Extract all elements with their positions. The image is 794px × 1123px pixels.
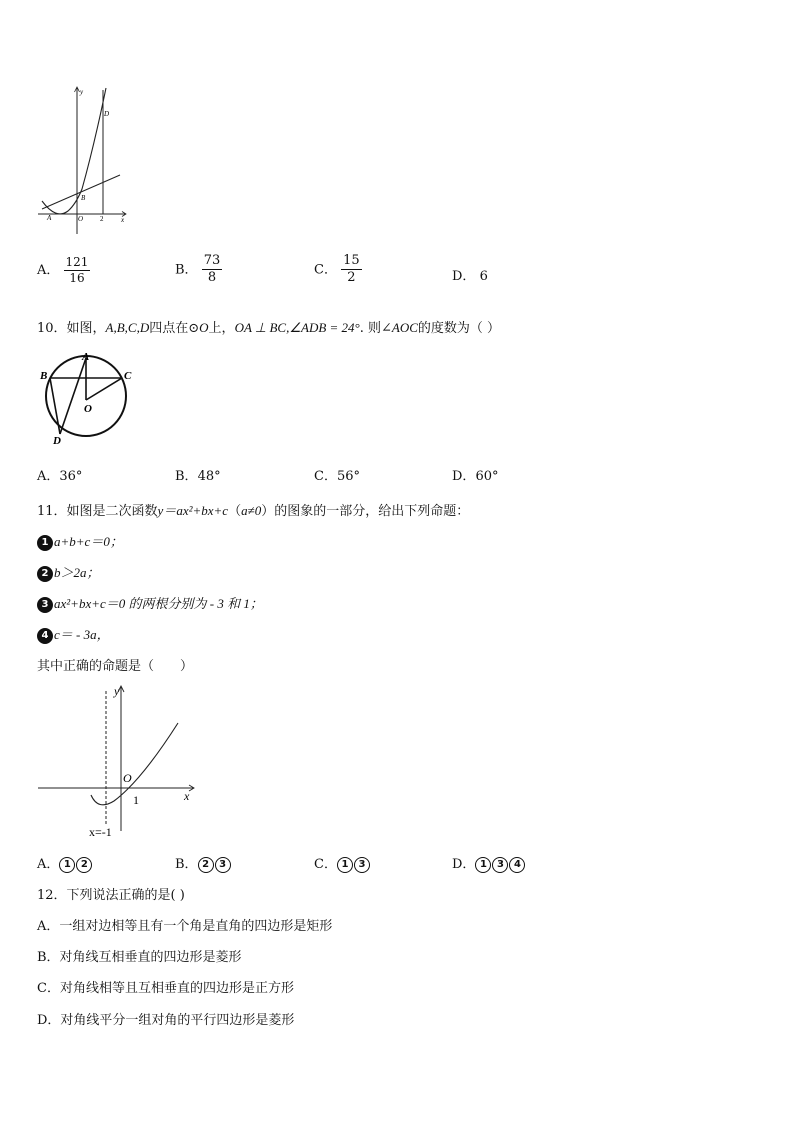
q11-label-O: O xyxy=(123,771,132,785)
q11-question: 其中正确的命题是（ ） xyxy=(37,659,194,674)
circled-number: 1 xyxy=(337,857,353,873)
q11-item-3: 3 ax²+bx+c＝0 的两根分别为 - 3 和 1； xyxy=(37,593,263,613)
q12-option-a[interactable]: A．一组对边相等且有一个角是直角的四边形是矩形 xyxy=(37,919,333,934)
q9-label-2: 2 xyxy=(100,215,104,223)
q11-stem: 11．如图是二次函数y＝ax²+bx+c（a≠0）的图象的一部分，给出下列命题： xyxy=(37,503,470,519)
q11-parabola-graph xyxy=(36,683,206,841)
q11-label-y: y xyxy=(114,684,120,698)
circled-number: 3 xyxy=(354,857,370,873)
q11-option-b[interactable]: B． 2 3 xyxy=(175,853,232,873)
circled-number: 1 xyxy=(59,857,75,873)
q9-label-B: B xyxy=(81,194,86,202)
q11-item-4: 4 c＝ - 3a， xyxy=(37,624,110,644)
q11-axis-label: x=-1 xyxy=(89,825,112,839)
q11-option-c[interactable]: C． 1 3 xyxy=(314,853,371,873)
q9-option-d[interactable] xyxy=(452,265,488,284)
q9-label-D: D xyxy=(104,110,110,118)
circled-number: 2 xyxy=(37,566,53,582)
q12-option-d[interactable]: D．对角线平分一组对角的平行四边形是菱形 xyxy=(37,1013,295,1028)
q10-label-O: O xyxy=(84,403,92,415)
q12-option-b[interactable]: B．对角线互相垂直的四边形是菱形 xyxy=(37,950,242,965)
q9-graph xyxy=(36,86,136,236)
q9-label-O: O xyxy=(78,215,84,223)
q10-option-b[interactable]: B．48° xyxy=(175,469,221,484)
q11-item-2: 2 b＞2a； xyxy=(37,562,100,582)
option-value: 6 xyxy=(479,269,488,284)
q10-option-c[interactable]: C．56° xyxy=(314,469,360,484)
circled-number: 4 xyxy=(37,628,53,644)
q11-label-1: 1 xyxy=(133,793,139,807)
circled-number: 3 xyxy=(215,857,231,873)
q9-label-A: A xyxy=(47,214,52,222)
circled-number: 1 xyxy=(475,857,491,873)
q9-label-x: x xyxy=(121,216,125,224)
q10-option-a[interactable]: A．36° xyxy=(37,469,83,484)
q9-label-y: y xyxy=(80,88,84,96)
q11-item-1: 1 a+b+c＝0； xyxy=(37,531,123,551)
q10-circle-figure xyxy=(36,348,136,448)
circled-number: 4 xyxy=(509,857,525,873)
circled-number: 2 xyxy=(198,857,214,873)
option-letter: C． xyxy=(314,262,337,278)
circled-number: 1 xyxy=(37,535,53,551)
circled-number: 3 xyxy=(492,857,508,873)
q12-option-c[interactable]: C．对角线相等且互相垂直的四边形是正方形 xyxy=(37,981,294,996)
circled-number: 2 xyxy=(76,857,92,873)
fraction: $\frac{121}{16}$ xyxy=(65,255,89,286)
q10-label-B: B xyxy=(40,370,48,382)
q10-option-d[interactable]: D．60° xyxy=(452,469,499,484)
q12-stem: 12．下列说法正确的是( ) xyxy=(37,888,185,903)
q11-option-d[interactable]: D． 1 3 4 xyxy=(452,853,526,873)
fraction: $\frac{73}{8}$ xyxy=(203,253,221,286)
option-letter: A． xyxy=(37,263,60,279)
q10-label-D: D xyxy=(53,435,61,447)
q10-label-A: A xyxy=(82,351,90,363)
circled-number: 3 xyxy=(37,597,53,613)
q11-option-a[interactable]: A． 1 2 xyxy=(37,853,93,873)
q11-label-x: x xyxy=(184,789,190,803)
option-letter: D． xyxy=(452,269,476,284)
q10-label-C: C xyxy=(124,370,132,382)
q9-option-c[interactable] xyxy=(314,254,362,286)
q9-option-a[interactable] xyxy=(37,256,90,285)
option-letter: B． xyxy=(175,262,198,278)
fraction: $\frac{15}{2}$ xyxy=(343,253,360,286)
q10-stem: 10．如图，A,B,C,D四点在⊙O上，OA ⊥ BC,∠ADB = 24°. 则∠AOC的度数为（ ） xyxy=(37,320,501,336)
q9-option-b[interactable] xyxy=(175,254,222,286)
